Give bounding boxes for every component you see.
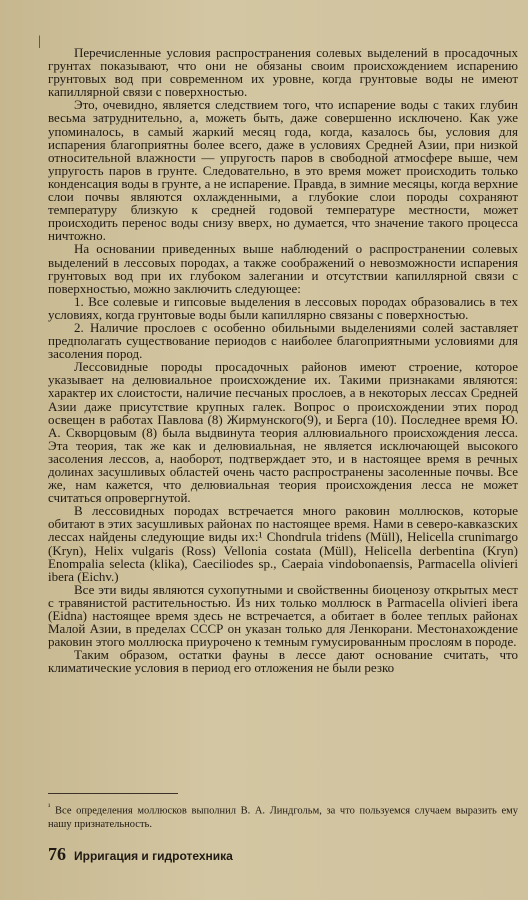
paragraph: Перечисленные условия распространения солевых выделений в просадочных грунтах показывают, что они не обязаны своим происхождением испарению грунтовых вод при современном их уровне, когда грунтовые воды не имеют капиллярной связи с поверхностью. bbox=[48, 45, 518, 100]
page-footer bbox=[48, 844, 348, 865]
footnote-text: Все определения моллюсков выполнил В. А. Линдгольм, за что пользуемся случаем выразить ему нашу признательность. bbox=[48, 805, 519, 830]
paragraph: На основании приведенных выше наблюдений о распространении солевых выделений в лессовых породах, а также соображений о невозможности испарения грунтовых вод при их глубоком залегании и отсутствии капиллярной связи с поверхностью, можно заключить следующее: bbox=[48, 241, 518, 296]
paragraph: Это, очевидно, является следствием того, что испарение воды с таких глубин весьма затруднительно, а, можеть быть, даже совершенно исключено. Как уже упоминалось, в самый жаркий месяц года, когда, казалось бы, условия для испарения благоприятны более всего, даже в условиях Средней Азии, при низкой относительной влажности — упругость паров в свободной атмосфере выше, чем упругость паров в грунте. Следовательно, в это время может происходить только конденсация воды в грунте, а не испарение. Правда, в зимние месяцы, когда верхние слои почвы являются охлажденными, а глубокие слои породы сохраняют температуру близкую к средней годовой температуре местности, может происходить перенос воды снизу вверх, но думается, что значение такого процесса ничтожно. bbox=[48, 97, 518, 244]
paragraph: Лессовидные породы просадочных районов имеют строение, которое указывает на делювиальное происхождение их. Такими признаками являются: характер их слоистости, наличие песчаных прослоев, а в некоторых лессах Средней Азии даже присутствие крупных галек. Вопрос о происхождении этих пород освещен в работах Павлова (8) Жирмунского(9), и Берга (10). Последнее время Ю. А. Скворцовым (8) была выдвинута теория аллювиального происхождения лесса. Эта теория, так же как и делювиальная, не является исключающей высокого засоления лессов, а, наоборот, подтверждает это, и в настоящее время в речных долинах засушливых областей очень часто распространены засоленные почвы. Все же, нам кажется, что делювиальная теория происхождения лесса не может считаться опровергнутой. bbox=[48, 359, 518, 506]
paragraph: В лессовидных породах встречается много раковин моллюсков, которые обитают в этих засушливых районах по настоящее время. Нами в северо-кавказских лессах найдены следующие виды их:¹ Chondrula tridens (Müll), Helicella crunimargo (Kryn), Helix vulgaris (Ross) Vellonia costata (Müll), Helicella derbentina (Kryn) Enompalia selecta (klika), Caeciliodes sp., Caepaia vindobonaensis, Parmacella olivieri ibera (Eichv.) bbox=[48, 503, 518, 584]
margin-mark: | bbox=[38, 34, 41, 49]
footnote bbox=[48, 800, 518, 831]
footnote-mark: ¹ bbox=[48, 802, 51, 811]
page-number: 76 bbox=[48, 844, 66, 864]
journal-title: Ирригация и гидротехника bbox=[74, 849, 233, 863]
paragraph: Все эти виды являются сухопутными и свойственны биоценозу открытых мест с травянистой растительностью. Из них только моллюск в Parmacella olivieri ibera (Eidna) настоящее время здесь не встречается, а обитает в более теплых районах Малой Азии, в пределах СССР он указан только для Ленкорани. Местонахождение раковин этого моллюска приурочено к темным гумусированным прослоям в породе. bbox=[48, 581, 518, 650]
paragraph: 1. Все солевые и гипсовые выделения в лессовых породах образовались в тех условиях, когда грунтовые воды были капиллярно связаны с поверхностью. bbox=[48, 293, 518, 322]
article-body bbox=[48, 46, 518, 675]
paragraph: 2. Наличие прослоев с особенно обильными выделениями солей заставляет предполагать существование периодов с наиболее благоприятными условиями для засоления пород. bbox=[48, 319, 518, 362]
footnote-divider bbox=[48, 793, 178, 794]
paragraph: Таким образом, остатки фауны в лессе дают основание считать, что климатические условия в период его отложения не были резко bbox=[48, 647, 518, 676]
